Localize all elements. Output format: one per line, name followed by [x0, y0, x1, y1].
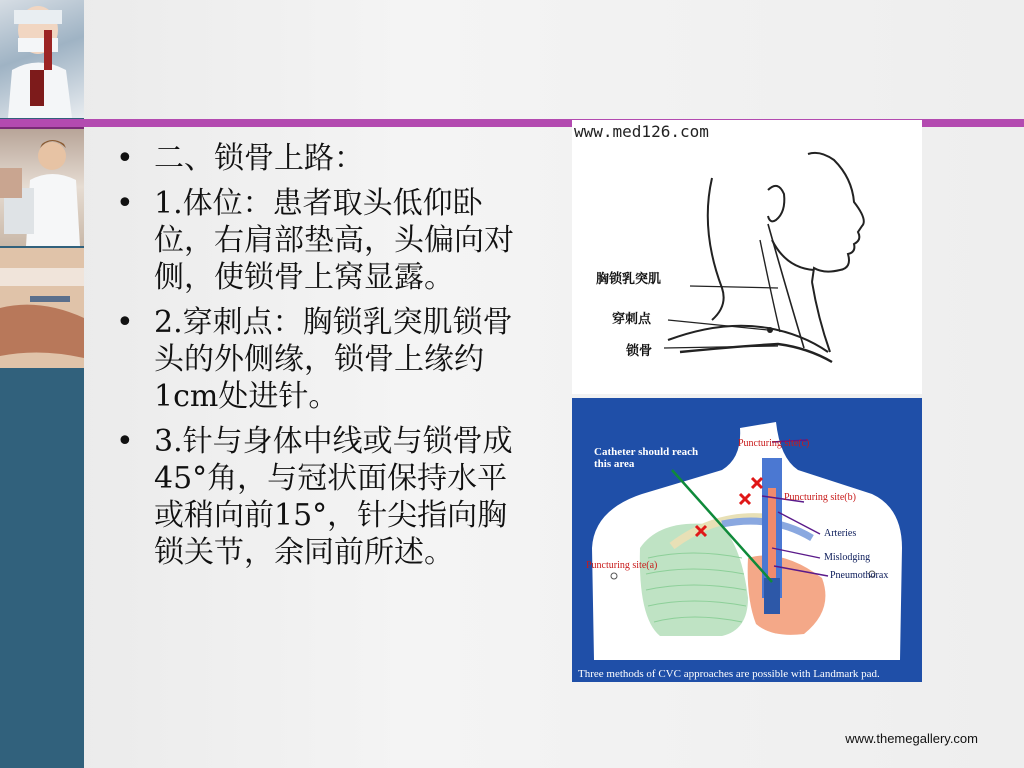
label-site-b: Puncturing site(b) — [784, 492, 856, 503]
bullet-heading: • 二、锁骨上路： — [108, 140, 528, 177]
label-arteries: Arteries — [824, 528, 857, 539]
label-catheter-target: Catheter should reach this area — [594, 446, 699, 470]
neck-anatomy-figure — [572, 120, 922, 394]
accent-stripe-shadow — [0, 127, 84, 129]
label-puncture-point: 穿刺点 — [612, 312, 652, 327]
footer-url: www.themegallery.com — [845, 731, 978, 746]
bullet-puncture-point: • 2.穿刺点：胸锁乳突肌锁骨头的外侧缘，锁骨上缘约1cm处进针。 — [108, 304, 528, 415]
label-clavicle: 锁骨 — [626, 344, 653, 359]
injection-photo — [0, 248, 84, 368]
label-scm-muscle: 胸锁乳突肌 — [596, 272, 662, 287]
label-mislodging: Mislodging — [824, 552, 871, 563]
neck-line-drawing — [572, 120, 922, 394]
doctor-photo — [0, 0, 84, 118]
label-site-a: Puncturing site(a) — [586, 560, 658, 571]
label-pneumothorax: Pneumothorax — [830, 570, 889, 581]
watermark-text: www.med126.com — [574, 122, 709, 141]
bullet-list — [108, 140, 528, 579]
left-sidebar — [0, 0, 84, 768]
label-site-c: Puncturing site(c) — [738, 438, 810, 449]
cvc-approach-figure — [572, 398, 922, 682]
figure-caption: Three methods of CVC approaches are possible with Landmark pad. — [578, 668, 880, 680]
nurse-photo — [0, 128, 84, 246]
bullet-position: • 1.体位：患者取头低仰卧位，右肩部垫高，头偏向对侧，使锁骨上窝显露。 — [108, 185, 528, 296]
bullet-needle-angle: • 3.针与身体中线或与锁骨成45°角，与冠状面保持水平或稍向前15°，针尖指向胸锁关节，余同前所述。 — [108, 423, 528, 571]
